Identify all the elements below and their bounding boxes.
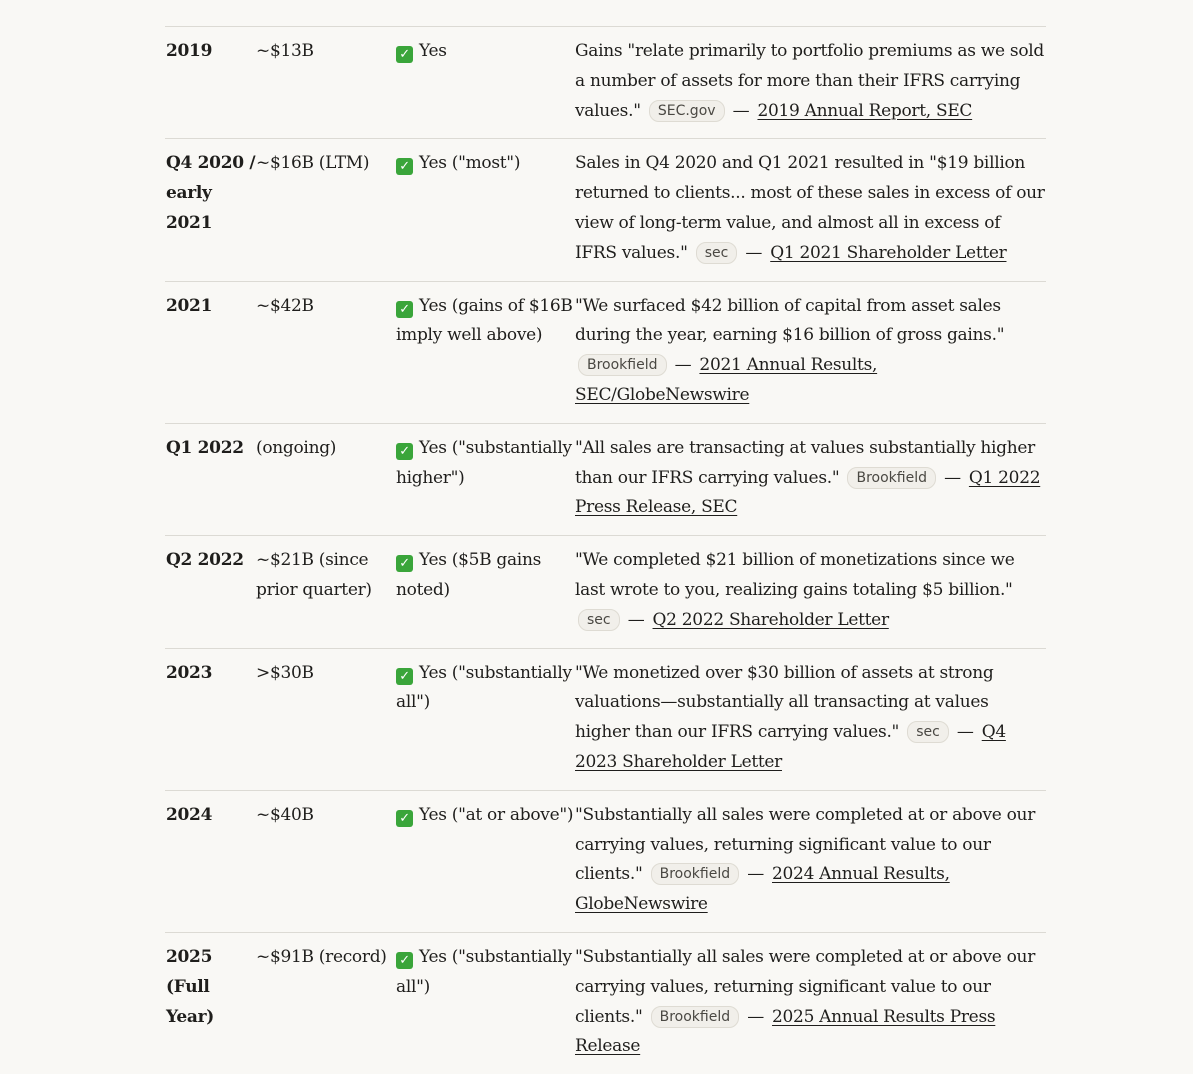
source-link[interactable]: Q1 2022 Press Release, SEC	[575, 467, 1041, 518]
evidence-cell	[575, 790, 1046, 932]
check-mark-icon: ✓	[396, 952, 413, 969]
dash-separator: —	[674, 355, 692, 376]
dash-separator: —	[944, 467, 961, 488]
check-mark-icon: ✓	[396, 668, 413, 685]
above-carrying-text: Yes ("substantially all")	[396, 946, 572, 997]
source-link[interactable]: Q4 2023 Shareholder Letter	[575, 722, 1006, 772]
source-link[interactable]: 2021 Annual Results, SEC/GlobeNewswire	[575, 355, 878, 405]
check-mark-icon: ✓	[396, 810, 413, 827]
evidence-quote: "Substantially all sales were completed at or above our carrying values, returning significant value to our clients."	[575, 804, 1036, 885]
above-carrying-text: Yes ("most")	[419, 153, 521, 174]
above-carrying-text: Yes ("substantially all")	[396, 662, 572, 713]
table-row	[165, 27, 1046, 139]
amount-cell: ~$40B	[256, 804, 314, 825]
evidence-cell	[575, 932, 1046, 1074]
amount-cell: ~$21B (since prior quarter)	[256, 550, 372, 600]
source-badge[interactable]: sec	[907, 721, 949, 743]
source-badge[interactable]: sec	[578, 609, 620, 631]
evidence-cell	[575, 281, 1046, 423]
evidence-quote: "We completed $21 billion of monetizations since we last wrote to you, realizing gains totaling $5 billion."	[575, 550, 1015, 600]
above-carrying-cell	[396, 423, 575, 535]
evidence-cell	[575, 27, 1046, 139]
source-badge[interactable]: Brookfield	[847, 467, 936, 489]
dash-separator: —	[747, 864, 764, 885]
table-row	[165, 139, 1046, 281]
evidence-quote: "Substantially all sales were completed at or above our carrying values, returning significant value to our clients."	[575, 946, 1036, 1027]
source-link[interactable]: Q2 2022 Shareholder Letter	[652, 609, 889, 630]
evidence-quote: "All sales are transacting at values substantially higher than our IFRS carrying values."	[575, 437, 1035, 488]
monetization-table-container	[165, 26, 1045, 1074]
source-badge[interactable]: SEC.gov	[649, 100, 725, 122]
evidence-quote: "We surfaced $42 billion of capital from asset sales during the year, earning $16 billion of gross gains."	[575, 295, 1005, 346]
above-carrying-cell	[396, 790, 575, 932]
source-badge[interactable]: Brookfield	[651, 1006, 740, 1028]
table-row	[165, 790, 1046, 932]
period-cell: 2023	[166, 662, 213, 683]
monetization-table	[165, 26, 1046, 1074]
amount-cell: ~$13B	[256, 41, 314, 61]
source-badge[interactable]: Brookfield	[578, 354, 667, 376]
period-cell: 2019	[166, 41, 213, 61]
evidence-cell	[575, 648, 1046, 790]
period-cell: Q1 2022	[166, 437, 244, 458]
check-mark-icon: ✓	[396, 443, 413, 460]
dash-separator: —	[956, 722, 974, 743]
above-carrying-cell	[396, 932, 575, 1074]
period-cell: 2021	[166, 295, 213, 316]
source-link[interactable]: 2019 Annual Report, SEC	[757, 100, 973, 121]
period-cell: Q4 2020 / early 2021	[166, 153, 256, 233]
dash-separator: —	[627, 609, 645, 630]
dash-separator: —	[732, 100, 750, 121]
above-carrying-cell	[396, 281, 575, 423]
check-mark-icon: ✓	[396, 46, 413, 63]
table-row	[165, 423, 1046, 535]
check-mark-icon: ✓	[396, 555, 413, 572]
table-row	[165, 648, 1046, 790]
source-badge[interactable]: sec	[696, 242, 738, 264]
evidence-quote: Gains "relate primarily to portfolio premiums as we sold a number of assets for more than their IFRS carrying values."	[575, 41, 1044, 121]
above-carrying-text: Yes	[419, 41, 447, 61]
source-badge[interactable]: Brookfield	[651, 863, 740, 885]
table-row	[165, 281, 1046, 423]
check-mark-icon: ✓	[396, 158, 413, 175]
above-carrying-cell	[396, 648, 575, 790]
amount-cell: >$30B	[256, 662, 314, 683]
period-cell: 2024	[166, 804, 213, 825]
amount-cell: ~$91B (record)	[256, 946, 387, 967]
source-link[interactable]: 2025 Annual Results Press Release	[575, 1006, 996, 1057]
table-row	[165, 932, 1046, 1074]
above-carrying-text: Yes ("substantially higher")	[396, 437, 572, 488]
period-cell: Q2 2022	[166, 550, 244, 571]
above-carrying-cell	[396, 27, 575, 139]
evidence-quote: "We monetized over $30 billion of assets at strong valuations—substantially all transacting at values higher than our IFRS carrying values."	[575, 662, 994, 743]
evidence-cell	[575, 536, 1046, 648]
evidence-cell	[575, 423, 1046, 535]
period-cell: 2025 (Full Year)	[166, 946, 214, 1027]
amount-cell: ~$16B (LTM)	[256, 153, 370, 174]
amount-cell: ~$42B	[256, 295, 314, 316]
above-carrying-text: Yes ($5B gains noted)	[396, 550, 542, 600]
dash-separator: —	[747, 1006, 764, 1027]
evidence-quote: Sales in Q4 2020 and Q1 2021 resulted in "$19 billion returned to clients... most of these sales in excess of our view of long-term value, and almost all in excess of IFRS values."	[575, 153, 1045, 263]
amount-cell: (ongoing)	[256, 437, 337, 458]
table-row	[165, 536, 1046, 648]
above-carrying-text: Yes (gains of $16B imply well above)	[396, 295, 573, 346]
above-carrying-text: Yes ("at or above")	[419, 804, 574, 825]
above-carrying-cell	[396, 139, 575, 281]
source-link[interactable]: Q1 2021 Shareholder Letter	[770, 242, 1007, 263]
check-mark-icon: ✓	[396, 301, 413, 318]
above-carrying-cell	[396, 536, 575, 648]
evidence-cell	[575, 139, 1046, 281]
dash-separator: —	[745, 242, 763, 263]
source-link[interactable]: 2024 Annual Results, GlobeNewswire	[575, 864, 950, 915]
